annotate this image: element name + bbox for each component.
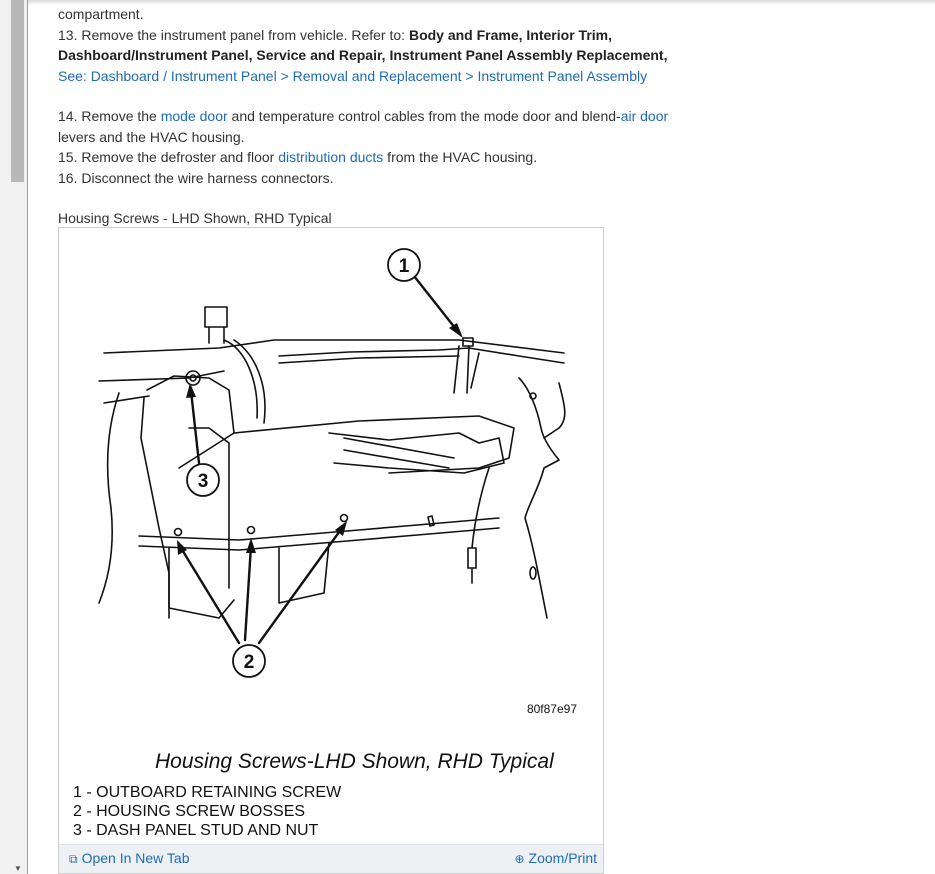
step-continuation: compartment.	[58, 6, 144, 22]
right-panel-edge	[519, 378, 559, 618]
screw-boss-3	[341, 515, 348, 522]
dash-top-rail	[104, 340, 564, 353]
wire-harness-2	[234, 340, 265, 423]
legend-item: 1 - OUTBOARD RETAINING SCREW	[73, 784, 342, 801]
left-panel-edge	[99, 393, 119, 603]
open-in-new-tab-button[interactable]	[69, 850, 190, 867]
outboard-bracket	[454, 346, 479, 393]
cable-end	[468, 548, 476, 568]
right-bracket	[544, 383, 565, 438]
step-13-reference: Body and Frame, Interior Trim, Dashboard/Instrument Panel, Service and Repair, Instrument Panel Assembly Replacement,	[58, 26, 668, 63]
wire-harness	[224, 340, 257, 418]
figure-code: 80f87e97	[526, 702, 577, 716]
callout-2-label: 2	[243, 652, 255, 673]
right-panel-hole	[530, 567, 536, 579]
bottom-rail	[139, 518, 499, 540]
bottom-rail-2	[139, 528, 499, 550]
figure-legend	[73, 783, 341, 840]
air-door-link[interactable]: air door	[620, 108, 669, 124]
callout-2-arrow-a	[181, 548, 239, 643]
callout-1-label: 1	[398, 256, 410, 277]
external-tab-icon: ⧉	[69, 852, 78, 866]
scrollbar-thumb[interactable]	[11, 0, 24, 182]
left-housing-edge	[141, 398, 169, 618]
arrow-head-2b	[246, 538, 256, 553]
side-cable	[472, 468, 489, 548]
inner-housing-edge	[189, 428, 229, 588]
step-13-see-link[interactable]: See: Dashboard / Instrument Panel > Removal and Replacement > Instrument Panel Assembly	[58, 67, 648, 84]
legend-item: 3 - DASH PANEL STUD AND NUT	[73, 822, 319, 839]
left-gutter	[0, 0, 28, 874]
scroll-down-arrow-icon[interactable]: ▼	[14, 864, 22, 873]
callout-2-arrow-b	[245, 546, 251, 640]
lower-housing-2	[279, 543, 329, 603]
callout-1-arrow	[414, 276, 459, 333]
dash-upper-edge-2	[279, 356, 459, 363]
housing-edge-2	[104, 396, 149, 403]
figure-title: Housing Screws-LHD Shown, RHD Typical	[155, 750, 554, 773]
harness-connector	[205, 307, 227, 327]
figure-housing-screws	[58, 227, 604, 874]
screw-boss-2	[248, 527, 255, 534]
zoom-print-button[interactable]	[514, 850, 597, 866]
open-in-new-tab-label: Open In New Tab	[81, 850, 190, 866]
zoom-print-label: Zoom/Print	[528, 850, 597, 866]
duct-assembly	[329, 433, 504, 473]
procedure-text	[58, 0, 698, 229]
mode-door-link[interactable]: mode door	[160, 108, 228, 124]
housing-diagram	[59, 228, 605, 708]
magnifier-icon: ⊕	[514, 852, 525, 866]
duct-line	[344, 438, 454, 458]
step-16: 16. Disconnect the wire harness connectors.	[58, 169, 334, 186]
connector-wires	[209, 327, 224, 343]
housing-body-outline	[147, 376, 514, 473]
step-14: 14. Remove the mode door and temperature control cables from the mode door and blend-air door levers and the HVAC housing.	[58, 108, 669, 145]
screw-boss-1	[175, 529, 182, 536]
legend-item: 2 - HOUSING SCREW BOSSES	[73, 803, 306, 820]
arrow-head-1	[449, 323, 463, 338]
figure-caption: Housing Screws - LHD Shown, RHD Typical	[58, 210, 332, 226]
figure-footer	[59, 844, 603, 873]
step-15: 15. Remove the defroster and floor distribution ducts from the HVAC housing.	[58, 149, 538, 165]
housing-edge	[179, 433, 234, 468]
callout-3-arrow	[191, 391, 199, 463]
callout-3-label: 3	[197, 471, 209, 492]
arrow-heads	[177, 323, 463, 555]
distribution-ducts-link[interactable]: distribution ducts	[278, 149, 384, 165]
dash-left-rail	[99, 371, 224, 381]
step-13: 13. Remove the instrument panel from vehicle. Refer to: Body and Frame, Interior Trim, Dashboard/Instrument Panel, Service and Repair, Instrument Panel Assembly Replacement, See: Dashboard / Instrument Panel > Removal and Replacement > Instrument Panel Assembly	[58, 26, 668, 84]
callout-arrows	[181, 276, 459, 643]
